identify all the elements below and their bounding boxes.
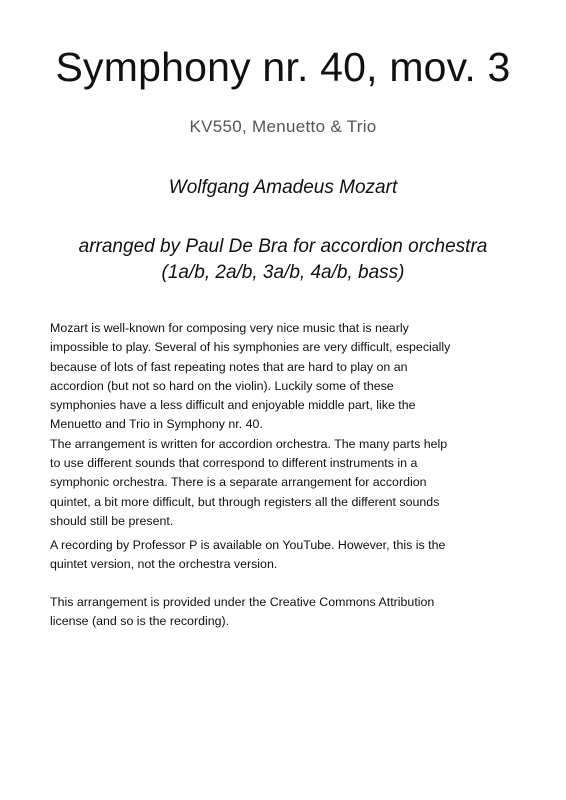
text-line: quintet version, not the orchestra version. bbox=[50, 557, 278, 572]
page-title: Symphony nr. 40, mov. 3 bbox=[55, 44, 511, 90]
arranger-line: arranged by Paul De Bra for accordion orchestra bbox=[78, 236, 488, 257]
arranger-credit bbox=[0, 234, 566, 286]
text-line: Menuetto and Trio in Symphony nr. 40. bbox=[50, 417, 263, 432]
text-line: because of lots of fast repeating notes that are hard to play on an bbox=[50, 359, 408, 374]
composer-name: Wolfgang Amadeus Mozart bbox=[168, 177, 398, 198]
text-line: Mozart is well-known for composing very nice music that is nearly bbox=[50, 321, 409, 335]
text-line: to use different sounds that correspond to different instruments in a bbox=[50, 456, 418, 471]
recording-paragraph bbox=[50, 536, 520, 575]
text-line: A recording by Professor P is available on YouTube. However, this is the bbox=[50, 538, 446, 552]
text-line: symphonic orchestra. There is a separate arrangement for accordion bbox=[50, 475, 427, 490]
text-line: license (and so is the recording). bbox=[50, 614, 230, 629]
page-subtitle: KV550, Menuetto & Trio bbox=[189, 117, 377, 136]
text-line: symphonies have a less difficult and enjoyable middle part, like the bbox=[50, 398, 416, 413]
license-paragraph bbox=[50, 593, 520, 632]
description-paragraph bbox=[50, 319, 520, 531]
instrumentation-line: (1a/b, 2a/b, 3a/b, 4a/b, bass) bbox=[161, 262, 405, 283]
text-line: The arrangement is written for accordion orchestra. The many parts help bbox=[50, 436, 448, 451]
text-line: This arrangement is provided under the Creative Commons Attribution bbox=[50, 595, 435, 609]
text-line: impossible to play. Several of his symphonies are very difficult, especially bbox=[50, 340, 451, 355]
text-line: accordion (but not so hard on the violin). Luckily some of these bbox=[50, 378, 394, 393]
text-line: quintet, a bit more difficult, but through registers all the different sounds bbox=[50, 494, 440, 509]
text-line: should still be present. bbox=[50, 513, 174, 528]
